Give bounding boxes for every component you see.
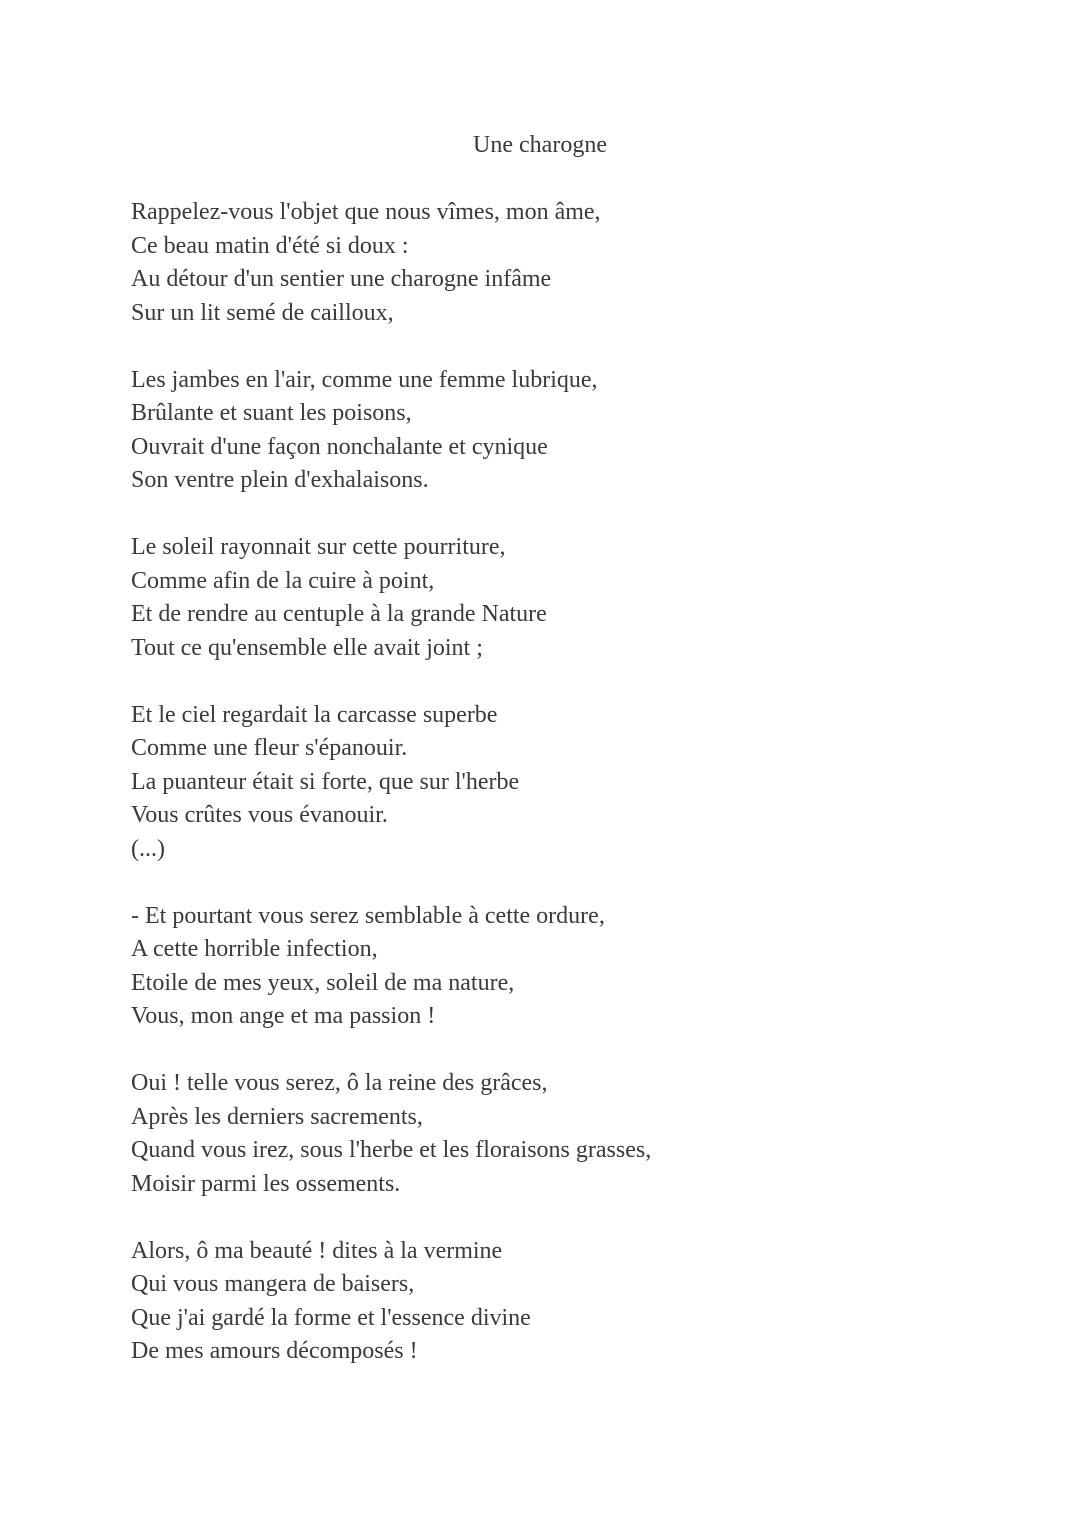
poem-line: Et le ciel regardait la carcasse superbe xyxy=(131,701,498,728)
poem-line: Au détour d'un sentier une charogne infâme xyxy=(131,266,552,292)
poem-line: Ce beau matin d'été si doux : xyxy=(131,232,409,259)
poem-line: Tout ce qu'ensemble elle avait joint ; xyxy=(131,634,483,661)
poem-line: Qui vous mangera de baisers, xyxy=(131,1271,415,1297)
poem-line: Comme une fleur s'épanouir. xyxy=(131,735,408,761)
poem-line: La puanteur était si forte, que sur l'herbe xyxy=(131,768,520,795)
stanza-4 xyxy=(131,699,1031,867)
poem-line: Rappelez-vous l'objet que nous vîmes, mon âme, xyxy=(131,199,601,225)
stanza-1 xyxy=(131,196,1031,330)
poem-body xyxy=(131,196,1031,1402)
poem-line: Vous crûtes vous évanouir. xyxy=(131,802,388,828)
poem-line: Son ventre plein d'exhalaisons. xyxy=(131,467,429,493)
ellipsis-line: (...) xyxy=(131,835,165,862)
poem-title: Une charogne xyxy=(473,132,607,158)
poem-line: Ouvrait d'une façon nonchalante et cynique xyxy=(131,433,548,460)
stanza-7 xyxy=(131,1235,1031,1369)
poem-line: Quand vous irez, sous l'herbe et les floraisons grasses, xyxy=(131,1137,652,1163)
poem-line: Oui ! telle vous serez, ô la reine des grâces, xyxy=(131,1070,548,1096)
stanza-2 xyxy=(131,364,1031,498)
poem-line: Sur un lit semé de cailloux, xyxy=(131,299,394,326)
poem-line: Et de rendre au centuple à la grande Nature xyxy=(131,601,547,627)
poem-line: - Et pourtant vous serez semblable à cette ordure, xyxy=(131,902,605,929)
poem-line: A cette horrible infection, xyxy=(131,936,378,962)
poem-line: Que j'ai gardé la forme et l'essence divine xyxy=(131,1304,531,1331)
poem-line: Brûlante et suant les poisons, xyxy=(131,400,412,426)
poem-line: Après les derniers sacrements, xyxy=(131,1103,423,1130)
poem-line: Comme afin de la cuire à point, xyxy=(131,567,435,594)
poem-line: Alors, ô ma beauté ! dites à la vermine xyxy=(131,1237,503,1264)
stanza-5 xyxy=(131,900,1031,1034)
poem-line: Le soleil rayonnait sur cette pourriture, xyxy=(131,534,506,560)
poem-line: Vous, mon ange et ma passion ! xyxy=(131,1003,436,1029)
poem-line: Moisir parmi les ossements. xyxy=(131,1170,401,1197)
stanza-3 xyxy=(131,531,1031,665)
stanza-6 xyxy=(131,1067,1031,1201)
poem-line: De mes amours décomposés ! xyxy=(131,1338,418,1364)
poem-line: Etoile de mes yeux, soleil de ma nature, xyxy=(131,969,515,996)
poem-line: Les jambes en l'air, comme une femme lubrique, xyxy=(131,366,598,393)
